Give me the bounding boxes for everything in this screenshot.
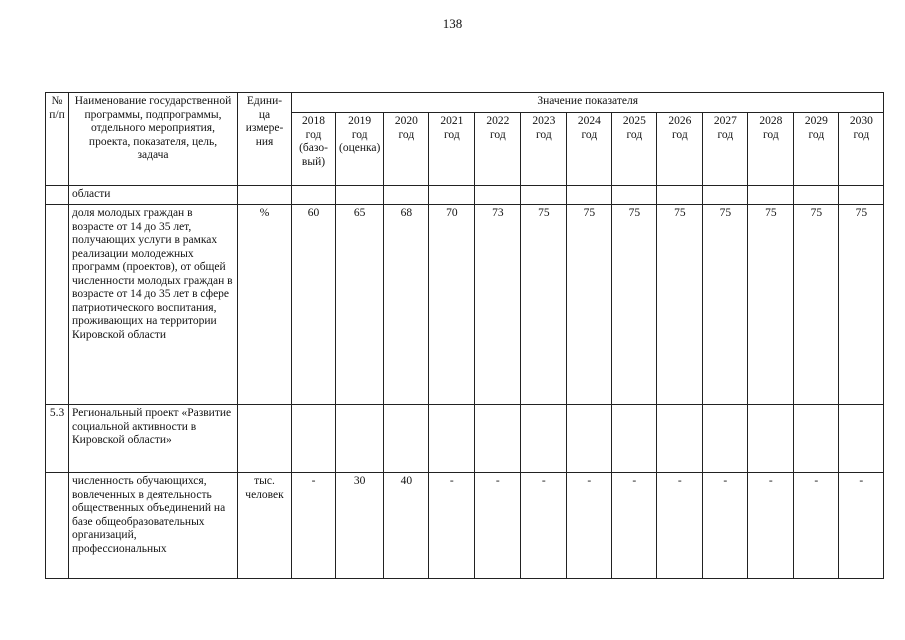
row-value: - bbox=[748, 473, 794, 579]
row-value bbox=[703, 186, 748, 205]
row-value bbox=[475, 186, 521, 205]
row-value bbox=[429, 405, 475, 473]
row-value: - bbox=[657, 473, 703, 579]
row-value bbox=[384, 186, 429, 205]
row-value bbox=[703, 405, 748, 473]
header-year: 2019 год (оценка) bbox=[336, 113, 384, 186]
row-name: области bbox=[69, 186, 238, 205]
row-value: 65 bbox=[336, 205, 384, 405]
header-year: 2029 год bbox=[794, 113, 839, 186]
header-year: 2025 год bbox=[612, 113, 657, 186]
row-value: - bbox=[703, 473, 748, 579]
table-row bbox=[46, 186, 884, 205]
row-value: 75 bbox=[748, 205, 794, 405]
row-value bbox=[612, 405, 657, 473]
row-value bbox=[612, 186, 657, 205]
header-unit: Едини- ца измере- ния bbox=[238, 93, 292, 186]
row-value: - bbox=[839, 473, 884, 579]
row-value: - bbox=[612, 473, 657, 579]
row-unit: тыс. человек bbox=[238, 473, 292, 579]
row-value: 75 bbox=[521, 205, 567, 405]
row-unit: % bbox=[238, 205, 292, 405]
row-value: 73 bbox=[475, 205, 521, 405]
row-num bbox=[46, 186, 69, 205]
indicators-table bbox=[45, 92, 884, 579]
row-value: 40 bbox=[384, 473, 429, 579]
header-year: 2028 год bbox=[748, 113, 794, 186]
row-num bbox=[46, 205, 69, 405]
header-num: № п/п bbox=[46, 93, 69, 186]
row-value: 75 bbox=[839, 205, 884, 405]
header-name: Наименование государственной программы, подпрограммы, отдельного мероприятия, проекта, показателя, цель, задача bbox=[69, 93, 238, 186]
row-value bbox=[475, 405, 521, 473]
page-number: 138 bbox=[442, 16, 463, 31]
row-value: - bbox=[794, 473, 839, 579]
header-value-group: Значение показателя bbox=[292, 93, 884, 113]
row-value bbox=[521, 405, 567, 473]
row-value bbox=[794, 405, 839, 473]
row-value bbox=[657, 405, 703, 473]
header-year: 2030 год bbox=[839, 113, 884, 186]
row-unit bbox=[238, 186, 292, 205]
row-name: доля молодых граждан в возрасте от 14 до 35 лет, получающих услуги в рамках реализации молодежных программ (проектов), от общей численности молодых граждан в возрасте от 14 до 35 лет в сфере патриотического воспитания, проживающих на территории Кировской области bbox=[69, 205, 238, 405]
row-value bbox=[336, 405, 384, 473]
row-value bbox=[794, 186, 839, 205]
header-year: 2022 год bbox=[475, 113, 521, 186]
row-value bbox=[567, 186, 612, 205]
header-year: 2026 год bbox=[657, 113, 703, 186]
row-value: 60 bbox=[292, 205, 336, 405]
row-name: Региональный проект «Развитие социальной активности в Кировской области» bbox=[69, 405, 238, 473]
row-value bbox=[292, 405, 336, 473]
row-value bbox=[429, 186, 475, 205]
row-value bbox=[839, 405, 884, 473]
header-year: 2023 год bbox=[521, 113, 567, 186]
row-value: 75 bbox=[657, 205, 703, 405]
header-year: 2021 год bbox=[429, 113, 475, 186]
row-value: - bbox=[292, 473, 336, 579]
row-value bbox=[336, 186, 384, 205]
row-value bbox=[384, 405, 429, 473]
row-value bbox=[567, 405, 612, 473]
row-value: - bbox=[567, 473, 612, 579]
row-value: 30 bbox=[336, 473, 384, 579]
header-year: 2020 год bbox=[384, 113, 429, 186]
row-value: - bbox=[429, 473, 475, 579]
row-value: 75 bbox=[612, 205, 657, 405]
row-value bbox=[839, 186, 884, 205]
row-unit bbox=[238, 405, 292, 473]
row-num: 5.3 bbox=[46, 405, 69, 473]
row-value: 75 bbox=[794, 205, 839, 405]
table-row bbox=[46, 405, 884, 473]
row-value bbox=[748, 405, 794, 473]
row-value: 68 bbox=[384, 205, 429, 405]
row-num bbox=[46, 473, 69, 579]
row-value bbox=[657, 186, 703, 205]
row-value: 75 bbox=[703, 205, 748, 405]
row-value: 70 bbox=[429, 205, 475, 405]
row-name: численность обучающихся, вовлеченных в деятельность общественных объединений на базе общеобразовательных организаций, профессиональных bbox=[69, 473, 238, 579]
table-row bbox=[46, 473, 884, 579]
row-value: 75 bbox=[567, 205, 612, 405]
header-year: 2027 год bbox=[703, 113, 748, 186]
header-row-top bbox=[46, 93, 884, 113]
row-value bbox=[292, 186, 336, 205]
header-year: 2024 год bbox=[567, 113, 612, 186]
row-value: - bbox=[521, 473, 567, 579]
header-year: 2018 год (базо- вый) bbox=[292, 113, 336, 186]
table-row bbox=[46, 205, 884, 405]
row-value bbox=[748, 186, 794, 205]
row-value: - bbox=[475, 473, 521, 579]
row-value bbox=[521, 186, 567, 205]
